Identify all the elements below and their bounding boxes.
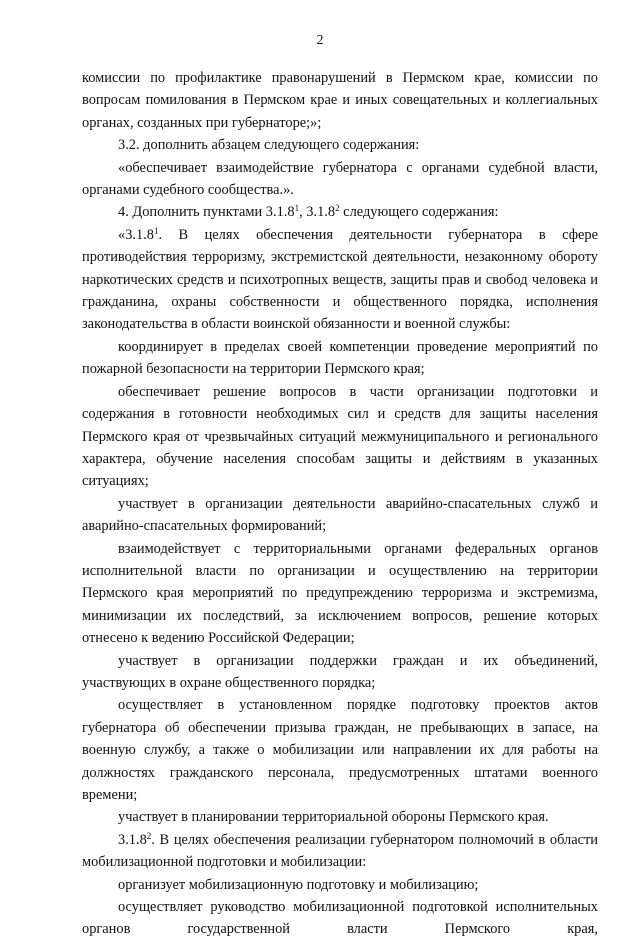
paragraph-territorial-defense: участвует в планировании территориальной обороны Пермского края.: [118, 809, 549, 826]
text-segment: 4. Дополнить пунктами 3.1.8: [118, 204, 295, 221]
text-segment: «3.1.8: [118, 226, 154, 243]
paragraph-terrorism: взаимодействует с территориальными органами федеральных органов исполнительной власти по организации и осуществлению на территории Пермского края мероприятий по предупреждению терроризма и экстремизма, минимизации их последствий, за исключением вопросов, решение которых отнесено к ведению Российской Федерации;: [82, 540, 598, 647]
document-body: [82, 67, 598, 941]
superscript: 1: [153, 225, 159, 236]
paragraph-conscription: осуществляет в установленном порядке подготовку проектов актов губернатора об обеспечении призыва граждан, не пребывающих в запасе, на военную службу, а также о мобилизации или направлении их для работы на должностях гражданского персонала, предусмотренных штатами военного времени;: [82, 697, 598, 803]
text-segment: , 3.1.8: [299, 204, 336, 221]
paragraph-emergency: обеспечивает решение вопросов в части организации подготовки и содержания в готовности необходимых сил и средств для защиты населения Пермского края от чрезвычайных ситуаций межмуниципального и регионального характера, обучение населения способам защиты и действиям в указанных ситуациях;: [82, 383, 598, 490]
text-segment: следующего содержания:: [339, 204, 499, 221]
superscript: 1: [294, 203, 300, 214]
text-segment: . В целях обеспечения реализации губернатором полномочий в области мобилизационной подготовки и мобилизации:: [82, 831, 598, 871]
paragraph-3-1-8-2: [82, 829, 598, 874]
paragraph-mobilization: организует мобилизационную подготовку и мобилизацию;: [118, 876, 479, 893]
paragraph-3-2: 3.2. дополнить абзацем следующего содержания:: [118, 137, 420, 154]
paragraph-leadership: осуществляет руководство мобилизационной подготовкой исполнительных органов государственной власти Пермского края,: [82, 899, 598, 938]
paragraph-quote-court: «обеспечивает взаимодействие губернатора с органами судебной власти, органами судебного сообщества.».: [82, 159, 598, 199]
paragraph-public-order: участвует в организации поддержки граждан и их объединений, участвующих в охране общественного порядка;: [82, 652, 598, 691]
paragraph-3-1-8-1: [82, 224, 598, 336]
paragraph-continuation: комиссии по профилактике правонарушений в Пермском крае, комиссии по вопросам помилования в Пермском крае и иных совещательных и коллегиальных органах, созданных при губернаторе;»;: [82, 70, 598, 131]
superscript: 2: [335, 203, 340, 214]
page-number: 2: [316, 33, 324, 48]
text-segment: 3.1.8: [118, 831, 147, 848]
text-segment: . В целях обеспечения деятельности губернатора в сфере противодействия терроризму, экстремистской деятельности, незаконному обороту наркотических средств и психотропных веществ, защиты прав и свобод человека и гражданина, охраны собственности и общественного порядка, исполнения законодательства в области воинской обязанности и военной службы:: [82, 226, 598, 333]
superscript: 2: [146, 830, 152, 841]
paragraph-rescue-services: участвует в организации деятельности аварийно-спасательных служб и аварийно-спасательных формирований;: [82, 495, 598, 535]
paragraph-item-4: [82, 201, 598, 223]
paragraph-fire-safety: координирует в пределах своей компетенции проведение мероприятий по пожарной безопасности на территории Пермского края;: [82, 338, 598, 378]
